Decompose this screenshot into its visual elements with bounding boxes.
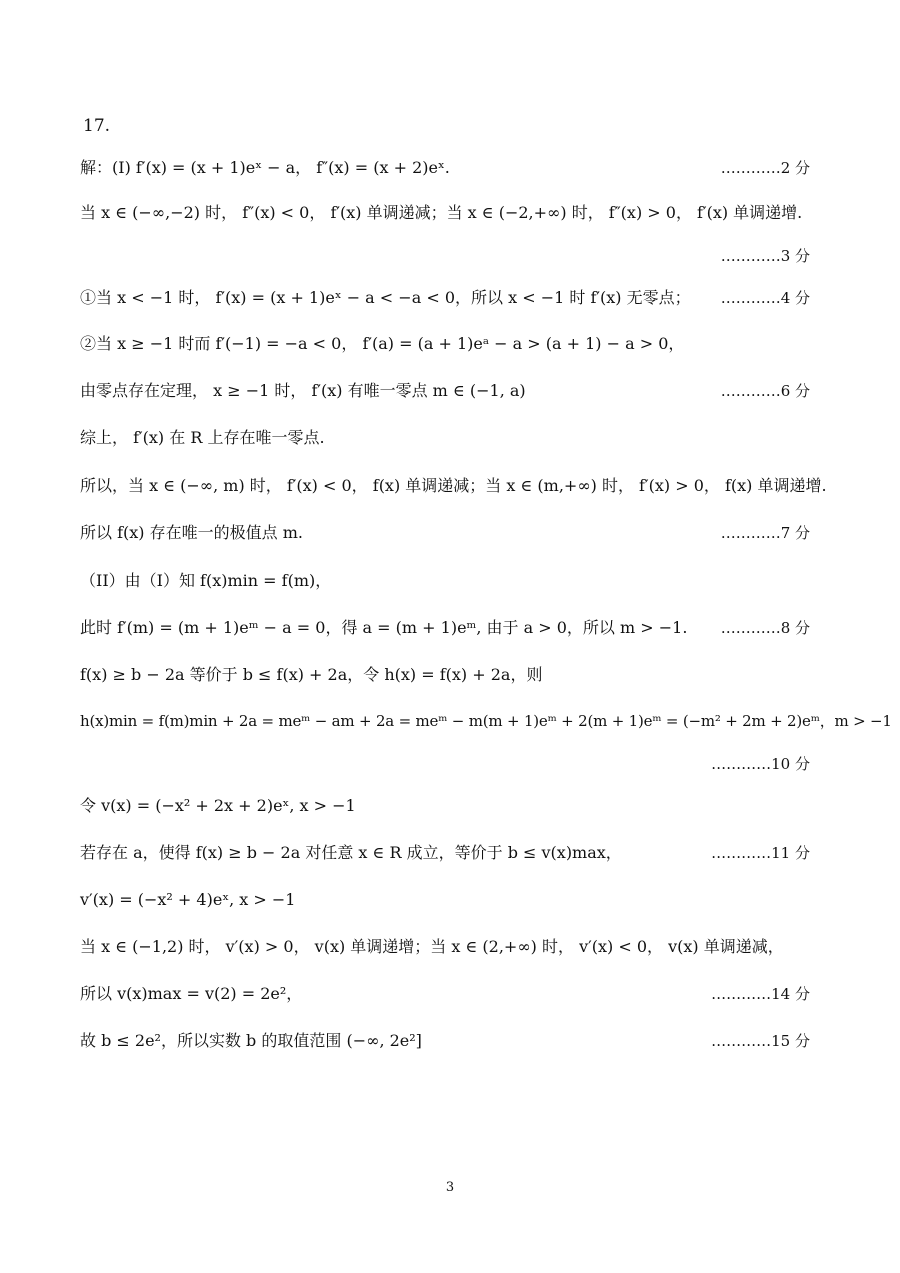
solution-line <box>80 287 820 309</box>
solution-line <box>80 710 892 732</box>
solution-line <box>80 983 820 1005</box>
score-mark: …………10 分 <box>711 755 810 773</box>
solution-line <box>80 522 820 544</box>
solution-line <box>80 333 820 355</box>
score-mark: …………4 分 <box>720 289 810 307</box>
line-text: 解：(I) f′(x) = (x + 1)eˣ − a， f″(x) = (x + 2)eˣ. <box>80 158 450 177</box>
score-mark: …………3 分 <box>720 247 810 265</box>
solution-line <box>80 380 820 402</box>
solution-line <box>80 157 820 179</box>
line-text: 当 x ∈ (−∞,−2) 时， f″(x) < 0， f′(x) 单调递减；当 x ∈ (−2,+∞) 时， f″(x) > 0， f′(x) 单调递增. <box>80 203 803 222</box>
solution-line <box>80 795 820 817</box>
score-mark: …………15 分 <box>711 1032 810 1050</box>
score-line <box>80 245 820 267</box>
solution-line <box>80 889 820 911</box>
line-text: 若存在 a，使得 f(x) ≥ b − 2a 对任意 x ∈ R 成立，等价于 b ≤ v(x)max， <box>80 843 622 862</box>
page-number: 3 <box>445 1180 455 1195</box>
solution-line <box>80 427 820 449</box>
line-text: 此时 f′(m) = (m + 1)eᵐ − a = 0，得 a = (m + 1)eᵐ, 由于 a > 0，所以 m > −1. <box>80 618 688 637</box>
score-mark: …………6 分 <box>720 382 810 400</box>
solution-line <box>80 664 820 686</box>
line-text: v′(x) = (−x² + 4)eˣ, x > −1 <box>80 890 296 909</box>
line-text: ②当 x ≥ −1 时而 f′(−1) = −a < 0， f′(a) = (a + 1)eᵃ − a > (a + 1) − a > 0， <box>80 334 685 353</box>
score-mark: …………8 分 <box>720 619 810 637</box>
score-mark: …………2 分 <box>720 159 810 177</box>
score-mark: …………14 分 <box>711 985 810 1003</box>
solution-line <box>80 570 820 592</box>
line-text: 所以 f(x) 存在唯一的极值点 m. <box>80 523 303 542</box>
score-line <box>80 753 820 775</box>
line-text: 所以 v(x)max = v(2) = 2e²， <box>80 984 303 1003</box>
line-text: 所以，当 x ∈ (−∞, m) 时， f′(x) < 0， f(x) 单调递减；当 x ∈ (m,+∞) 时， f′(x) > 0， f(x) 单调递增. <box>80 476 827 495</box>
solution-line <box>80 617 820 639</box>
line-text: 综上， f′(x) 在 R 上存在唯一零点. <box>80 428 325 447</box>
solution-line <box>80 202 820 224</box>
solution-line <box>80 842 820 864</box>
solution-line <box>80 936 820 958</box>
score-mark: …………11 分 <box>711 844 810 862</box>
solution-line <box>80 475 827 497</box>
line-text: h(x)min = f(m)min + 2a = meᵐ − am + 2a = meᵐ − m(m + 1)eᵐ + 2(m + 1)eᵐ = (−m² + 2m + 2)eᵐ，m > −1 <box>80 712 892 730</box>
solution-line <box>80 1030 820 1052</box>
line-text: （II）由（I）知 f(x)min = f(m)， <box>80 571 332 590</box>
score-mark: …………7 分 <box>720 524 810 542</box>
line-text: 令 v(x) = (−x² + 2x + 2)eˣ, x > −1 <box>80 796 356 815</box>
line-text: ①当 x < −1 时， f′(x) = (x + 1)eˣ − a < −a < 0，所以 x < −1 时 f′(x) 无零点； <box>80 288 691 307</box>
line-text: 由零点存在定理， x ≥ −1 时， f′(x) 有唯一零点 m ∈ (−1, a) <box>80 381 526 400</box>
line-text: 当 x ∈ (−1,2) 时， v′(x) > 0， v(x) 单调递增；当 x ∈ (2,+∞) 时， v′(x) < 0， v(x) 单调递减， <box>80 937 784 956</box>
problem-number: 17. <box>83 116 111 136</box>
line-text: f(x) ≥ b − 2a 等价于 b ≤ f(x) + 2a，令 h(x) = f(x) + 2a，则 <box>80 665 543 684</box>
line-text: 故 b ≤ 2e²，所以实数 b 的取值范围 (−∞, 2e²] <box>80 1031 422 1050</box>
